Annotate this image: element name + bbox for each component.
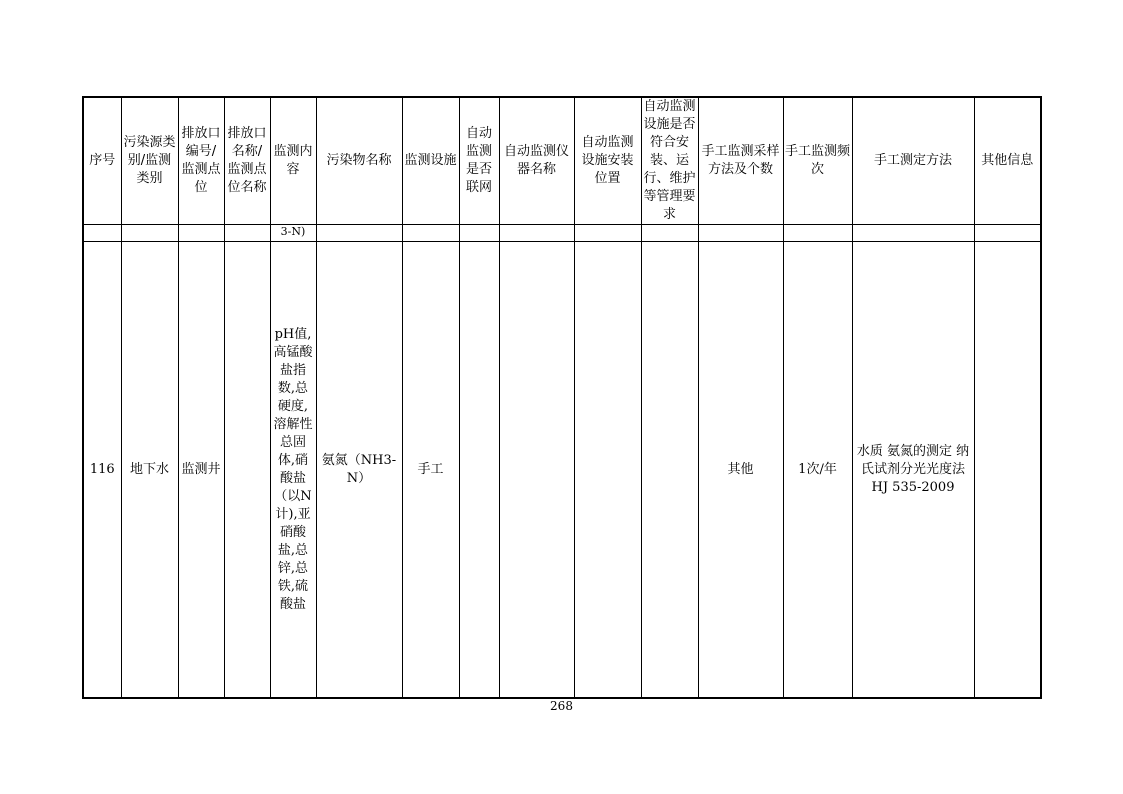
header-manual-freq: 手工监测频次 bbox=[783, 97, 852, 225]
header-pollutant: 污染物名称 bbox=[316, 97, 402, 225]
header-manual-test: 手工测定方法 bbox=[852, 97, 974, 225]
header-seq: 序号 bbox=[83, 97, 121, 225]
header-facility: 监测设施 bbox=[402, 97, 459, 225]
header-manual-method: 手工监测采样方法及个数 bbox=[698, 97, 783, 225]
cell-pollutant: 氨氮（NH3-N） bbox=[316, 242, 402, 699]
monitoring-table bbox=[82, 96, 1042, 699]
cell-other bbox=[974, 242, 1041, 699]
header-auto-compliance: 自动监测设施是否符合安装、运行、维护等管理要求 bbox=[641, 97, 698, 225]
cell-facility: 手工 bbox=[402, 242, 459, 699]
cell-manual-method: 其他 bbox=[698, 242, 783, 699]
cell-outlet-no: 监测井 bbox=[178, 242, 224, 699]
cell-manual-freq: 1次/年 bbox=[783, 242, 852, 699]
cell-content: pH值,高锰酸盐指数,总硬度,溶解性总固体,硝酸盐（以N计),亚硝酸盐,总锌,总铁,硫酸盐 bbox=[270, 242, 316, 699]
cell-outlet-name bbox=[224, 242, 270, 699]
header-auto-instrument: 自动监测仪器名称 bbox=[499, 97, 574, 225]
header-outlet-name: 排放口名称/监测点位名称 bbox=[224, 97, 270, 225]
cell-seq: 116 bbox=[83, 242, 121, 699]
header-auto-location: 自动监测设施安装位置 bbox=[574, 97, 641, 225]
continuation-content: 3-N) bbox=[270, 225, 316, 242]
header-source-type: 污染源类别/监测类别 bbox=[121, 97, 178, 225]
page-number: 268 bbox=[550, 699, 573, 713]
cell-source-type: 地下水 bbox=[121, 242, 178, 699]
cell-auto-network bbox=[459, 242, 499, 699]
cell-auto-compliance bbox=[641, 242, 698, 699]
table-row bbox=[83, 242, 1041, 699]
header-content: 监测内容 bbox=[270, 97, 316, 225]
continuation-row bbox=[83, 225, 1041, 242]
header-auto-network: 自动监测是否联网 bbox=[459, 97, 499, 225]
cell-auto-location bbox=[574, 242, 641, 699]
header-other: 其他信息 bbox=[974, 97, 1041, 225]
header-row bbox=[83, 97, 1041, 225]
header-outlet-no: 排放口编号/监测点位 bbox=[178, 97, 224, 225]
cell-manual-test: 水质 氨氮的测定 纳氏试剂分光光度法 HJ 535-2009 bbox=[852, 242, 974, 699]
cell-auto-instrument bbox=[499, 242, 574, 699]
